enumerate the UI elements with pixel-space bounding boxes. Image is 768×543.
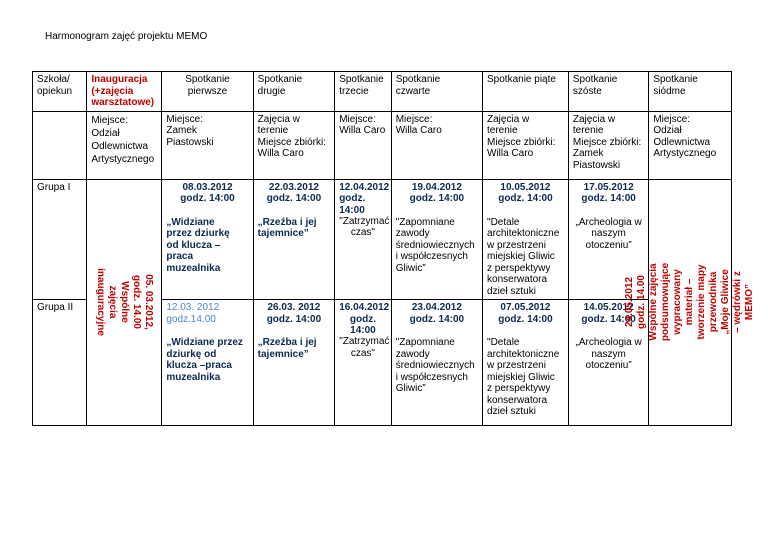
group-2-date-6: 14.05.2012 godz. 14:00 — [581, 302, 636, 325]
header-meeting-7: Spotkanie siódme — [649, 72, 732, 112]
group-2-topic-2: „Rzeźba i jej tajemnice” — [257, 337, 317, 360]
inauguration-vertical-text: 05. 03.2012, godz. 14.00 Wspólne zajęcia inauguracyjne — [95, 268, 155, 337]
group-2-date-5: 07.05.2012 godz. 14:00 — [498, 302, 553, 325]
schedule-table — [32, 71, 756, 426]
group-2-date-2: 26.03. 2012 godz. 14:00 — [266, 302, 322, 325]
document-title: Harmonogram zajęć projektu MEMO — [45, 31, 208, 42]
inauguration-vertical-cell — [87, 179, 162, 426]
place-row — [33, 111, 732, 179]
header-meeting-5: Spotkanie piąte — [483, 72, 569, 112]
place-empty — [33, 111, 87, 179]
final-vertical-text: 24.05.2012 godz. 14.00 Wspólne zajęcia podsumowujące wypracowany materiał – tworzenie mapy przewodnika „Moje Gliwice – wędrówki z MEMO” — [624, 263, 756, 342]
place-meeting-1: Miejsce: Zamek Piastowski — [162, 111, 253, 179]
group-1-topic-2: „Rzeźba i jej tajemnice” — [257, 216, 317, 239]
header-meeting-4: Spotkanie czwarte — [391, 72, 482, 112]
group-1-topic-1: „Widziane przez dziurkę od klucza – praca muzealnika — [166, 216, 230, 274]
group-2-topic-1: „Widziane przez dziurkę od klucza –praca muzealnika — [166, 337, 243, 383]
header-meeting-6: Spotkanie szóste — [568, 72, 648, 112]
group-1-date-3: 12.04.2012 godz. 14:00 — [339, 181, 390, 216]
place-meeting-7: Miejsce: Odział Odlewnictwa Artystycznego — [649, 111, 732, 179]
group-1-topic-5: "Detale architektoniczne w przestrzeni miejskiej Gliwic z perspektywy konserwatora dzieł sztuki — [487, 216, 560, 297]
group-1-meeting-2 — [253, 179, 335, 300]
group-1-topic-3: "Zatrzymać czas" — [339, 215, 390, 238]
place-meeting-5: Zajęcia w terenie Miejsce zbiórki: Willa Caro — [483, 111, 569, 179]
group-2-date-1: 12.03. 2012 godz.14.00 — [166, 302, 220, 325]
group-1-date-1: 08.03.2012 godz. 14:00 — [180, 181, 235, 204]
group-1-meeting-1 — [162, 179, 253, 300]
place-meeting-2: Zajęcia w terenie Miejsce zbiórki: Willa Caro — [253, 111, 335, 179]
group-2-label: Grupa II — [33, 300, 87, 426]
header-meeting-2: Spotkanie drugie — [253, 72, 335, 112]
final-vertical-cell — [624, 179, 756, 426]
group-1-date-6: 17.05.2012 godz. 14:00 — [581, 181, 636, 204]
header-meeting-1: Spotkanie pierwsze — [162, 72, 253, 112]
place-meeting-6: Zajęcia w terenie Miejsce zbiórki: Zamek Piastowski — [568, 111, 648, 179]
group-2-topic-6: „Archeologia w naszym otoczeniu” — [575, 337, 642, 371]
group-1-date-4: 19.04.2012 godz. 14:00 — [409, 181, 465, 204]
place-meeting-4: Miejsce: Willa Caro — [391, 111, 482, 179]
group-2-meeting-3 — [335, 300, 392, 426]
group-2-meeting-5 — [483, 300, 569, 426]
place-inauguration: Miejsce: Odział Odlewnictwa Artystycznego — [87, 111, 162, 179]
group-2-date-3: 16.04.2012 godz. 14:00 — [339, 302, 390, 336]
group-1-topic-4: "Zapomniane zawody średniowiecznych i współczesnych Gliwic” — [395, 216, 475, 274]
group-2-meeting-1 — [162, 300, 253, 426]
group-1-row — [33, 179, 732, 300]
group-1-date-5: 10.05.2012 godz. 14:00 — [498, 181, 553, 204]
group-2-meeting-2 — [253, 300, 335, 426]
group-1-topic-6: „Archeologia w naszym otoczeniu” — [575, 216, 642, 251]
group-1-date-2: 22.03.2012 godz. 14:00 — [266, 181, 322, 204]
group-1-meeting-4 — [391, 179, 482, 300]
group-1-label: Grupa I — [33, 179, 87, 300]
group-2-date-4: 23.04.2012 godz. 14:00 — [409, 302, 465, 325]
group-1-meeting-3 — [335, 179, 392, 300]
group-2-topic-5: "Detale architektoniczne w przestrzeni miejskiej Gliwic z perspektywy konserwatora dzieł sztuki — [487, 337, 560, 417]
group-1-meeting-5 — [483, 179, 569, 300]
group-2-topic-4: "Zapomniane zawody średniowiecznych i współczesnych Gliwic” — [395, 337, 475, 394]
header-meeting-3: Spotkanie trzecie — [335, 72, 392, 112]
header-inauguration: Inauguracja (+zajęcia warsztatowe) — [87, 72, 162, 112]
header-row — [33, 72, 732, 112]
place-meeting-3: Miejsce: Willa Caro — [335, 111, 392, 179]
header-school: Szkoła/ opiekun — [33, 72, 87, 112]
group-2-topic-3: "Zatrzymać czas" — [339, 336, 390, 359]
group-2-meeting-4 — [391, 300, 482, 426]
